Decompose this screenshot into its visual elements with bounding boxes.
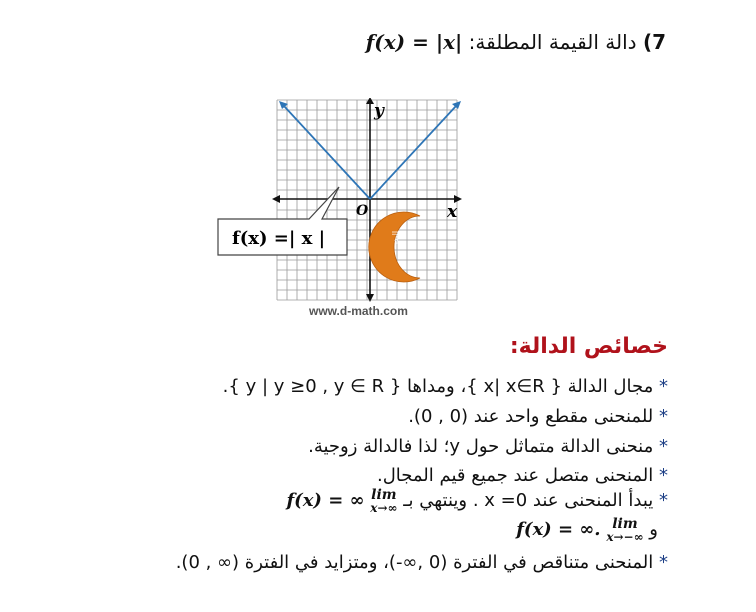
property-symmetry: منحنى الدالة متماثل حول y؛ لذا فالدالة زوجية. [308, 436, 654, 457]
y-axis-label: y [374, 101, 384, 121]
properties-title: خصائص الدالة: [509, 334, 668, 359]
heading-number: 7) [642, 30, 666, 54]
heading-title: دالة القيمة المطلقة: [468, 30, 637, 54]
property-continuity: المنحنى متصل عند جميع قيم المجال. [376, 465, 654, 486]
property-item: * المنحنى متناقص في الفترة (0 ,∞-)، ومتزايد في الفترة (∞ , 0). [175, 552, 668, 573]
callout-box [218, 187, 347, 255]
property-item: * المنحنى متصل عند جميع قيم المجال. [376, 465, 668, 486]
limit-positive-infinity: lim x→∞ [370, 487, 398, 515]
property-monotonicity: المنحنى متناقص في الفترة (0 ,∞-)، ومتزايد في الفترة (∞ , 0). [175, 552, 654, 573]
limit-positive-expr: f(x) = ∞ [286, 490, 365, 511]
property-item: * للمنحنى مقطع واحد عند (0 , 0). [408, 406, 668, 427]
absolute-value-graph [214, 98, 464, 308]
watermark: www.d-math.com [309, 304, 408, 318]
x-axis-arrow-left [272, 195, 280, 203]
x-axis-label: x [447, 202, 458, 222]
callout-formula: f(x) =| x | [232, 228, 326, 249]
property-limits-start: يبدأ المنحنى عند 0= x . وينتهي بـ [397, 490, 654, 511]
property-item-continued [516, 517, 658, 543]
property-item: * مجال الدالة { x| x∈R }، ومداها { y | y ≥0 , y ∈ R }. [222, 376, 668, 397]
property-item: * يبدأ المنحنى عند 0= x . وينتهي بـ lim x→∞ f(x) = ∞ [286, 487, 668, 515]
moon-logo [369, 212, 420, 282]
property-intercept: للمنحنى مقطع واحد عند (0 , 0). [408, 406, 654, 427]
grid [277, 100, 457, 300]
limit-negative-expr: f(x) = ∞. [516, 519, 601, 540]
limit-conjunction: و [643, 519, 658, 540]
property-item: * منحنى الدالة متماثل حول y؛ لذا فالدالة زوجية. [308, 436, 668, 457]
origin-label: O [356, 203, 369, 219]
heading [366, 30, 666, 54]
logo-text: البدر [391, 230, 400, 246]
limit-negative-infinity: lim x→−∞ [606, 516, 644, 544]
heading-formula: f(x) = |x| [365, 30, 463, 54]
property-domain-range: مجال الدالة { x| x∈R }، ومداها { y | y ≥0 , y ∈ R }. [222, 376, 654, 397]
